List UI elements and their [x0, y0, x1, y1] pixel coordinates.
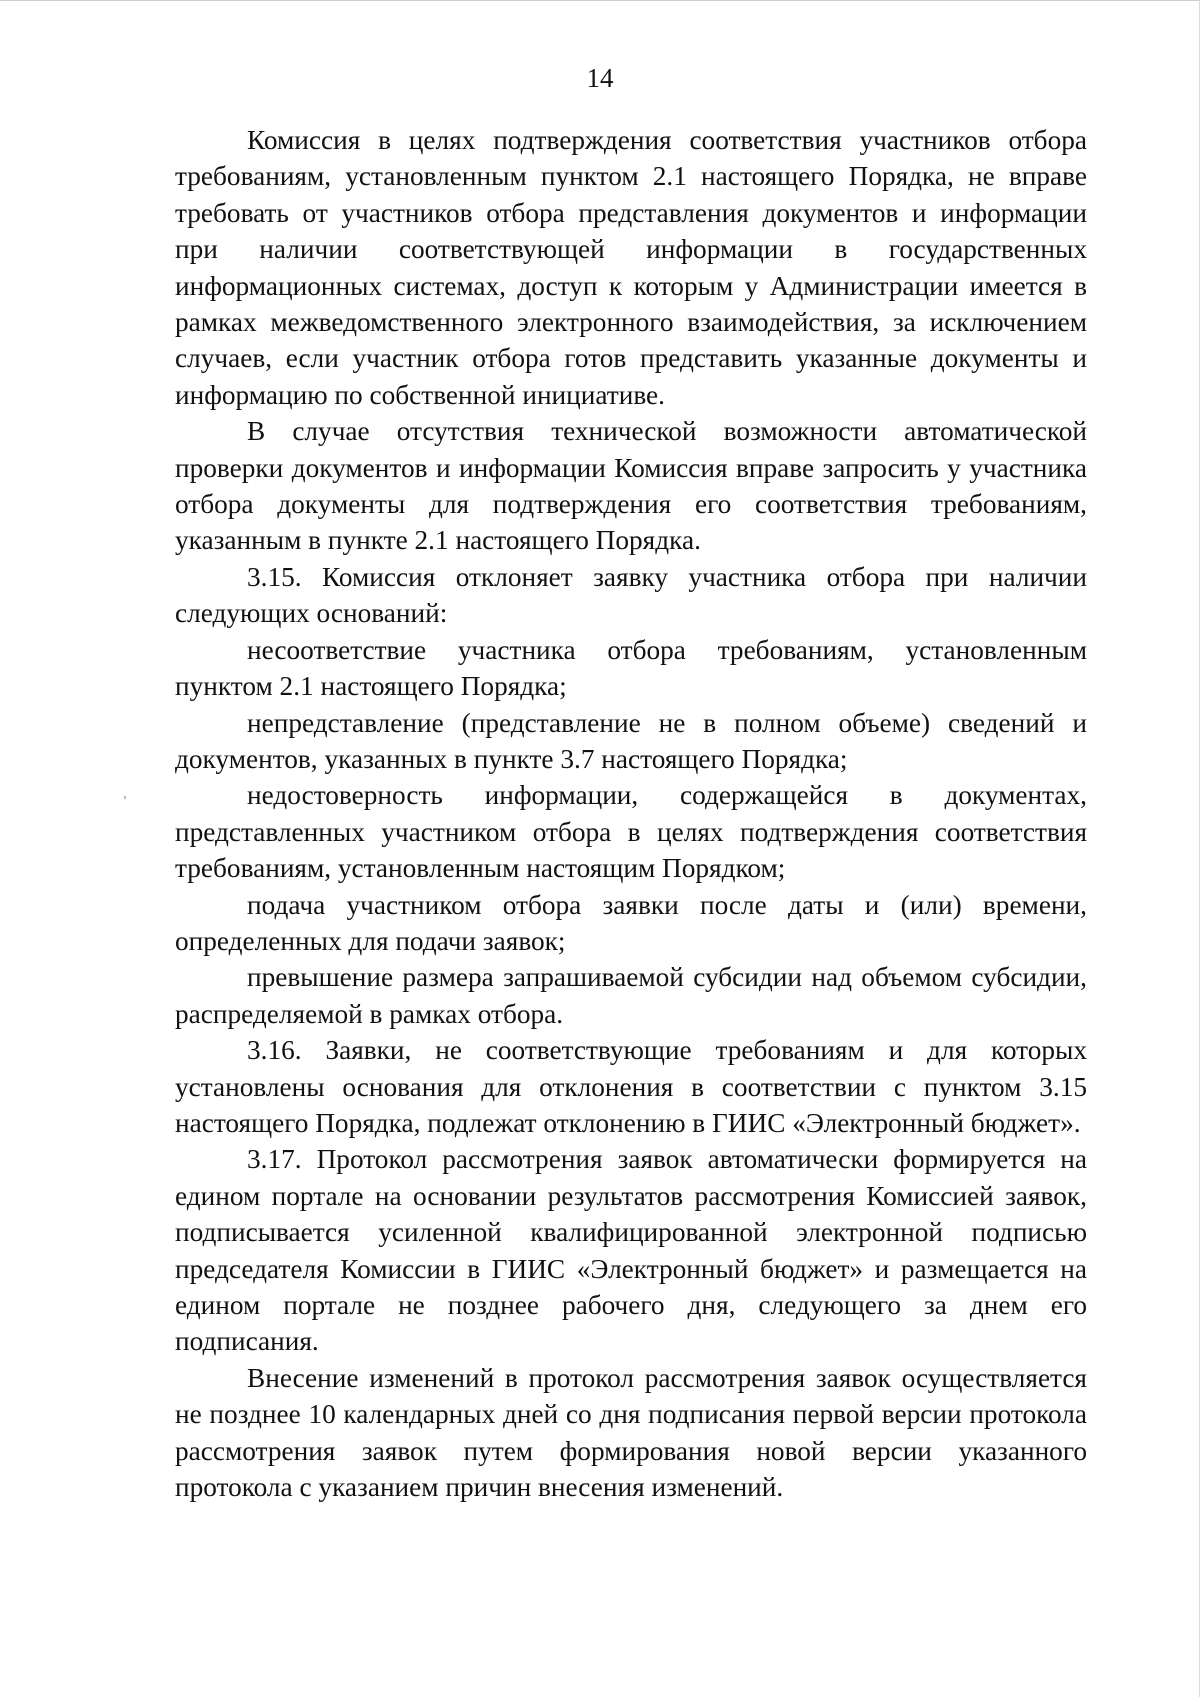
scan-mark	[124, 796, 126, 799]
paragraph-no-technical-possibility: В случае отсутствия технической возможности автоматической проверки документов и информации Комиссия вправе запросить у участника отбора документы для подтверждения его соответствия требованиям, указанным в пункте 2.1 настоящего Порядка.	[175, 416, 1087, 556]
paragraph-protocol-amendments: Внесение изменений в протокол рассмотрения заявок осуществляется не позднее 10 календарных дней со дня подписания первой версии протокола рассмотрения заявок путем формирования новой версии указанного протокола с указанием причин внесения изменений.	[175, 1362, 1087, 1503]
paragraph-reason-unreliability: недостоверность информации, содержащейся в документах, представленных участником отбора в целях подтверждения соответствия требованиям, установленным настоящим Порядком;	[175, 780, 1087, 884]
document-body	[175, 122, 1087, 1505]
paragraph-reason-nonsubmission: непредставление (представление не в полном объеме) сведений и документов, указанных в пункте 3.7 настоящего Порядка;	[175, 707, 1087, 774]
paragraph-reason-late-submission: подача участником отбора заявки после даты и (или) времени, определенных для подачи заявок;	[175, 889, 1087, 956]
paragraph-3-16: 3.16. Заявки, не соответствующие требованиям и для которых установлены основания для отклонения в соответствии с пунктом 3.15 настоящего Порядка, подлежат отклонению в ГИИС «Электронный бюджет».	[175, 1035, 1087, 1138]
paragraph-3-17: 3.17. Протокол рассмотрения заявок автоматически формируется на едином портале на основании результатов рассмотрения Комиссией заявок, подписывается усиленной квалифицированной электронной подписью председателя Комиссии в ГИИС «Электронный бюджет» и размещается на едином портале не позднее рабочего дня, следующего за днем его подписания.	[175, 1144, 1087, 1357]
page-number: 14	[586, 63, 614, 93]
paragraph-reason-nonconformity: несоответствие участника отбора требованиям, установленным пунктом 2.1 настоящего Порядка;	[175, 634, 1087, 702]
paragraph-reason-excess-amount: превышение размера запрашиваемой субсидии над объемом субсидии, распределяемой в рамках отбора.	[175, 962, 1087, 1029]
paragraph-3-15: 3.15. Комиссия отклоняет заявку участника отбора при наличии следующих оснований:	[175, 561, 1087, 629]
paragraph-commission-no-request: Комиссия в целях подтверждения соответствия участников отбора требованиям, установленным пунктом 2.1 настоящего Порядка, не вправе требовать от участников отбора представления документов и информации при наличии соответствующей информации в государственных информационных системах, доступ к которым у Администрации имеется в рамках межведомственного электронного взаимодействия, за исключением случаев, если участник отбора готов представить указанные документы и информацию по собственной инициативе.	[175, 125, 1087, 410]
